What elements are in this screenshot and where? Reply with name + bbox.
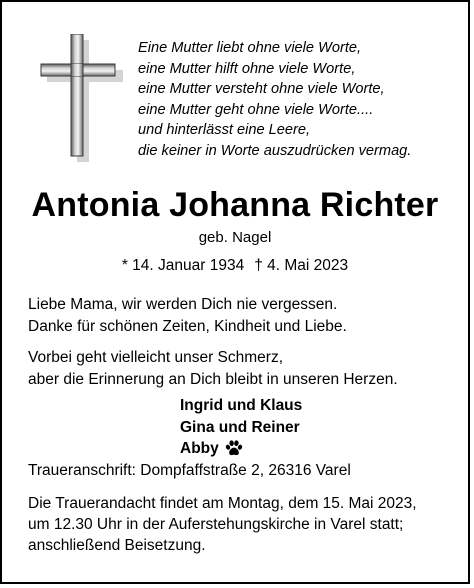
birth-date: * 14. Januar 1934: [121, 257, 245, 274]
deceased-name: Antonia Johanna Richter: [31, 186, 439, 224]
message-paragraph: [28, 347, 448, 390]
maiden-name: geb. Nagel: [198, 229, 272, 246]
message-line: aber die Erinnerung an Dich bleibt in unseren Herzen.: [28, 370, 398, 388]
poem-line: eine Mutter geht ohne viele Worte....: [138, 101, 374, 118]
poem-line: und hinterlässt eine Leere,: [138, 122, 310, 138]
signer: [180, 417, 302, 439]
poem: [138, 38, 458, 161]
signer: [180, 395, 302, 417]
message-line: Danke für schönen Zeiten, Kindheit und Liebe.: [28, 317, 347, 335]
poem-line: Eine Mutter liebt ohne viele Worte,: [138, 40, 362, 56]
service-line: anschließend Beisetzung.: [28, 537, 206, 554]
poem-line: eine Mutter versteht ohne viele Worte,: [138, 81, 385, 97]
life-dates: [2, 257, 468, 275]
cross-icon: [40, 34, 130, 162]
mourning-address: Traueranschrift: Dompfaffstraße 2, 26316 Varel: [28, 462, 351, 479]
service-line: Die Trauerandacht findet am Montag, dem 15. Mai 2023,: [28, 495, 417, 512]
signers-list: [180, 395, 302, 460]
paw-print-icon: [225, 440, 243, 457]
message-paragraph: [28, 294, 448, 337]
message-line: Liebe Mama, wir werden Dich nie vergessen.: [28, 296, 338, 313]
poem-line: die keiner in Worte auszudrücken vermag.: [138, 142, 412, 159]
service-line: um 12.30 Uhr in der Auferstehungskirche in Varel statt;: [28, 516, 404, 533]
poem-line: eine Mutter hilft ohne viele Worte,: [138, 60, 356, 77]
message-line: Vorbei geht vielleicht unser Schmerz,: [28, 349, 284, 366]
service-details: [28, 493, 448, 556]
death-date: † 4. Mai 2023: [254, 257, 349, 274]
signer-name: Ingrid und Klaus: [180, 397, 303, 414]
signer-name: Abby: [180, 440, 219, 457]
signer: [180, 438, 302, 460]
signer-name: Gina und Reiner: [180, 418, 300, 436]
